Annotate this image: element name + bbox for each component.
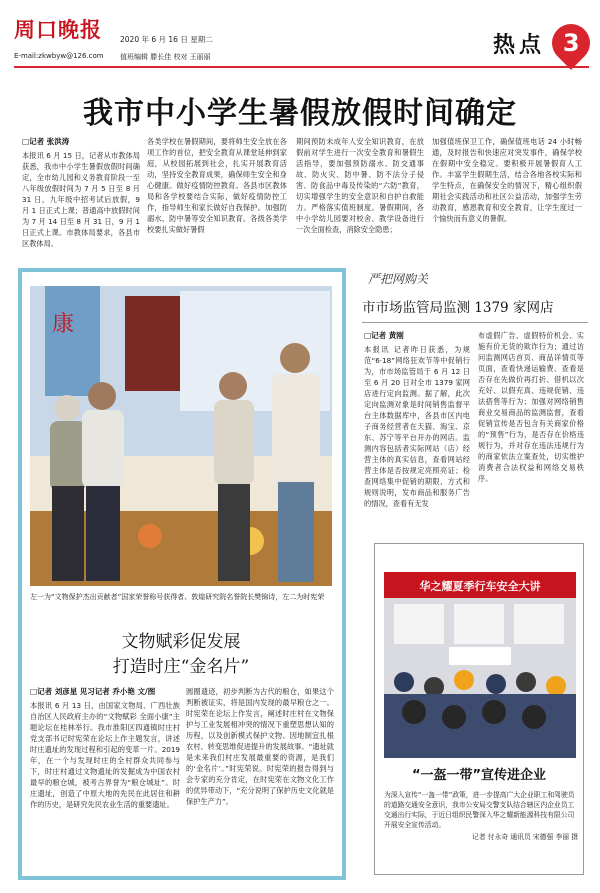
forum-photo (30, 286, 332, 586)
masthead-logo: 周口晚报 (14, 17, 102, 42)
lead-article-col-1: 本报讯 6 月 15 日，记者从市教体局获悉，我市中小学生暑假放假时间确定，全市幼儿园和义务教育阶段一至八年级放假时间为 7 月 5 日至 8 月 31 日，九年级中招考试后放假，9 月 1 日正式上课；普通高中放假时间为 7 月 14 日至 8 月 31 日，9 月 1 日正式上课。市教体局要求，各县市区教体局、 (22, 151, 140, 248)
svg-text:康: 康 (52, 312, 75, 337)
section-label: 热点 (493, 32, 546, 58)
safety-promo-credit: 记者 付永奇 通讯员 宋德强 李丽 摄 (472, 833, 578, 841)
culture-article-col-1: 本报讯 6 月 13 日，由国家文物局、广西壮族自治区人民政府主办的“文物赋彩 全面小康”主题论坛在桂林举行。我市淮阳区四通镇时庄村党支部书记时宪荣在论坛上作主题发言，讲述时庄遗址的发现过程和引起的变革一片。2019 年，在一个与发现时庄的全村群众共同参与下，时庄村通过文物遗址的发掘成为中国农村最早的粮仓城，被考古界誉为“粮仓城址”。时庄遗址，创造了中原大地的先民在此居住和耕作的历史，是研究先民农业生活的重要遗址。 (30, 701, 180, 809)
market-topic-label: 严把网购关 (368, 272, 429, 286)
lead-byline: □记者 张洪涛 (22, 137, 70, 146)
culture-byline: □记者 刘彦星 见习记者 乔小艳 文/图 (30, 687, 156, 696)
culture-headline-line-1: 文物赋彩促发展 (121, 632, 241, 652)
forum-photo-illustration (30, 286, 332, 586)
safety-promo-text (384, 790, 578, 842)
market-headline: 市市场监管局监测 1379 家网店 (362, 300, 554, 316)
lead-article-col-3: 期间预防未成年人安全知识教育，在放假前对学生进行一次安全教育和暑假生活指导，要加强预防溺水、防交通事故、防火灾、防中暑、防不法分子侵害、防食品中毒及传染的“六防”教育，切实增强学生的安全意识和自护自救能力。严格落实值班制度。暑假期间，各中小学幼儿园要对校舍、教学设备进行一次全面检查，消除安全隐患； (296, 137, 424, 234)
issue-date: 2020 年 6 月 16 日 星期二 (120, 35, 213, 44)
page-number: 3 (562, 29, 580, 58)
lead-article-col-2: 各类学校在暑假期间，要将师生安全放在各项工作的首位，把安全教育从课堂延伸到家庭，从校园拓展到社会，扎实开展教育活动，坚持安全教育成果，确保师生安全和身心健康。做好疫情防控教育。各县市区教体局和各学校要结合实际，做好疫情防控工作，指导师生和家长做好自我保护。加强防溺水、防中暑等安全知识教育。各级各类学校要扎实做好暑假 (147, 137, 287, 234)
safety-event-illustration (384, 572, 576, 758)
event-banner-text: 华之耀夏季行车安全大讲 (419, 580, 541, 593)
safety-promo-body: 为深入宣传“一盔一带”政策，进一步提高广大企业职工和驾驶员的道路交通安全意识，我市公安局交警支队结合辖区内企业员工交通出行实际，于近日组织民警深入华之耀新能源科技有限公司开展安全宣传活动。 (384, 791, 575, 829)
culture-headline-line-2: 打造时庄“金名片” (112, 657, 250, 677)
market-divider (362, 322, 588, 323)
culture-headline (30, 630, 332, 680)
editorial-staff: 值班编辑 滕长佳 校对 王丽丽 (120, 53, 211, 61)
photo-caption: 左一为“文物保护杰出贡献者”国家荣誉称号获得者、敦煌研究院名誉院长樊锦诗，左二为时宪荣 (30, 593, 325, 601)
safety-event-photo (384, 572, 576, 758)
market-article-col-2: 布虚假广告、虚假特价机会、实施有价无货的欺诈行为；通过访问监测网店首页、商品详情页等页面，查看快递运输费、查看是否存在先做价再打折、借机以次充好、以假充真、违规促销、违法搭售等行为；加强对网络销售商业交易商品的监测监督，查看促销宣传是否包含有关商家价格的“预售”行为，是否存在价格违规行为，并对存在违法违规行为的商家依法立案查处，切实维护消费者合法权益和网络交易秩序。 (478, 331, 584, 483)
header-divider (14, 66, 589, 68)
lead-article-col-4: 加强值班保卫工作，确保值班电话 24 小时畅通，及时报告和快速应对突发事件，确保学校在假期中安全稳定。要积极开展暑假育人工作。丰富学生假期生活，结合各地各校实际和学生特点，在确保安全的情况下，精心组织假期社会实践活动和社区公益活动，加强学生劳动教育，感恩教育和安全教育，让学生度过一个愉快而有意义的暑假。 (432, 137, 582, 223)
market-article-col-1: 本报讯 记者昨日获悉，为规范“6·18”网络狂欢节等中促销行为，市市场监管局于 6 月 12 日至 6 月 20 日对全市 1379 家网店进行定向监测。据了解，此次定向监测对象是时间销售监督平台主体数据库中，各县市区内电子商务经营者在天猫、淘宝、京东、苏宁等平台开办的网店。监测内容包括者实际网站（店）经营主体的真实信息，查看网站经营主体是否按规定亮照亮证；检查网络集中促销的期限、方式和规则说明，发布商品和服务广告的情况，查看有无发 (364, 345, 470, 508)
market-byline: □记者 黄刚 (364, 331, 404, 340)
culture-article-col-2: 圆圈遗迹，初步判断为古代的粮仓，如果这个判断被证实，将是国内发现的最早粮仓之一。时宪荣在论坛上作发言，阐述时庄村在文物保护与工业发展相冲突的情况下重塑思想认知的历程，以及创新模式保护文物、因地制宜扎根农村、转变思维促进提升的发展故事。“遗址就是未来我们村庄发展最重要的资源，是我们的‘金名片’。”时宪荣说。时宪荣的报告得到与会专家的充分肯定，在时宪荣在文物文化工作的优异带动下，“充分说明了保护历史文化就是保护生产力”。 (186, 687, 334, 806)
lead-headline: 我市中小学生暑假放假时间确定 (83, 96, 517, 131)
safety-promo-headline: “一盔一带”宣传进企业 (411, 768, 547, 783)
page-number-badge (544, 16, 598, 70)
masthead-email: E-mail:zkwbyw@126.com (14, 52, 104, 60)
